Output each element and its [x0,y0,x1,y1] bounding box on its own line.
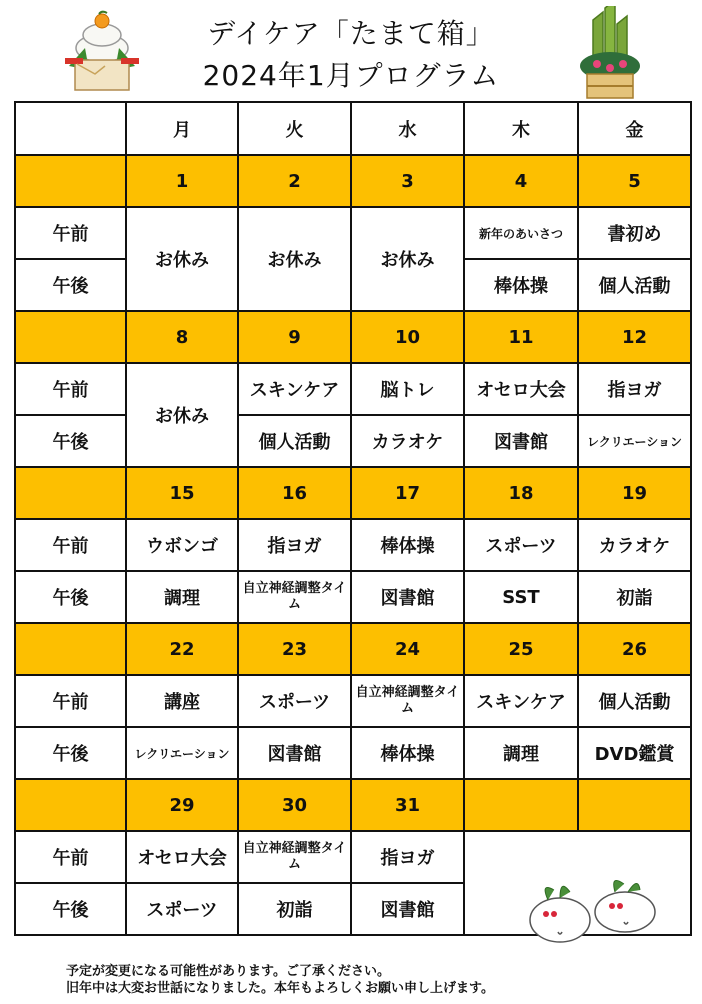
am-row [15,207,691,259]
activity-cell: 棒体操 [351,727,464,779]
snow-rabbit-icon [520,870,670,950]
date-cell: 3 [351,155,464,207]
date-cell: 10 [351,311,464,363]
activity-cell: スポーツ [464,519,578,571]
date-cell: 24 [351,623,464,675]
activity-cell: 初詣 [238,883,351,935]
date-cell: 30 [238,779,351,831]
am-label: 午前 [15,831,126,883]
am-row [15,519,691,571]
activity-cell: ウボンゴ [126,519,238,571]
date-cell: 18 [464,467,578,519]
activity-cell: お休み [238,207,351,311]
activity-cell: 新年のあいさつ [464,207,578,259]
activity-cell: スキンケア [464,675,578,727]
pm-label: 午後 [15,727,126,779]
date-row [15,623,691,675]
activity-cell: 脳トレ [351,363,464,415]
am-label: 午前 [15,675,126,727]
weekday-tue: 火 [238,102,351,155]
activity-cell: 自立神経調整タイム [238,571,351,623]
activity-cell: 調理 [464,727,578,779]
page-title: デイケア「たまて箱」 [207,17,495,50]
activity-cell: 調理 [126,571,238,623]
weekday-thu: 木 [464,102,578,155]
activity-cell: 初詣 [578,571,691,623]
activity-cell: スキンケア [238,363,351,415]
date-cell: 29 [126,779,238,831]
activity-cell: お休み [351,207,464,311]
pm-label: 午後 [15,259,126,311]
activity-cell: DVD鑑賞 [578,727,691,779]
am-label: 午前 [15,519,126,571]
date-row [15,155,691,207]
am-label: 午前 [15,363,126,415]
activity-cell: 図書館 [351,883,464,935]
weekday-header-row [15,102,691,155]
page-subtitle: 2024年1月プログラム [202,59,500,92]
activity-cell: お休み [126,207,238,311]
date-cell: 11 [464,311,578,363]
activity-cell: オセロ大会 [126,831,238,883]
date-cell: 25 [464,623,578,675]
weekday-fri: 金 [578,102,691,155]
activity-cell: レクリエーション [578,415,691,467]
date-cell: 26 [578,623,691,675]
footer-notes [66,963,494,997]
footer-note-change: 予定が変更になる可能性があります。ご了承ください。 [66,964,390,979]
date-label-cell [15,467,126,519]
activity-cell: オセロ大会 [464,363,578,415]
date-cell: 31 [351,779,464,831]
date-cell: 15 [126,467,238,519]
corner-cell [15,102,126,155]
date-cell: 12 [578,311,691,363]
date-label-cell [15,155,126,207]
activity-cell: 指ヨガ [238,519,351,571]
activity-cell: 図書館 [238,727,351,779]
activity-cell: 図書館 [351,571,464,623]
date-cell: 5 [578,155,691,207]
activity-cell: カラオケ [351,415,464,467]
activity-cell: お休み [126,363,238,467]
activity-cell: スポーツ [238,675,351,727]
activity-cell: 自立神経調整タイム [238,831,351,883]
date-row [15,779,691,831]
activity-cell: 指ヨガ [578,363,691,415]
activity-cell: カラオケ [578,519,691,571]
schedule-table [14,101,692,936]
activity-cell: スポーツ [126,883,238,935]
date-cell [578,779,691,831]
date-row [15,311,691,363]
am-label: 午前 [15,207,126,259]
date-cell: 9 [238,311,351,363]
activity-cell: 棒体操 [464,259,578,311]
activity-cell: 書初め [578,207,691,259]
weekday-mon: 月 [126,102,238,155]
activity-cell: 指ヨガ [351,831,464,883]
date-cell: 4 [464,155,578,207]
pm-label: 午後 [15,883,126,935]
date-cell: 2 [238,155,351,207]
date-cell: 22 [126,623,238,675]
pm-label: 午後 [15,415,126,467]
date-cell: 19 [578,467,691,519]
date-label-cell [15,311,126,363]
date-cell [464,779,578,831]
activity-cell: 個人活動 [578,259,691,311]
date-cell: 1 [126,155,238,207]
date-cell: 16 [238,467,351,519]
kadomatsu-icon [575,6,645,101]
pm-label: 午後 [15,571,126,623]
am-row [15,363,691,415]
activity-cell: 図書館 [464,415,578,467]
activity-cell: 棒体操 [351,519,464,571]
am-row [15,675,691,727]
date-row [15,467,691,519]
pm-row [15,415,691,467]
activity-cell: 講座 [126,675,238,727]
date-label-cell [15,779,126,831]
activity-cell: 個人活動 [238,415,351,467]
date-cell: 8 [126,311,238,363]
activity-cell: SST [464,571,578,623]
footer-note-greeting: 旧年中は大変お世話になりました。本年もよろしくお願い申し上げます。 [66,981,494,996]
pm-row [15,571,691,623]
page-header [0,0,702,100]
weekday-wed: 水 [351,102,464,155]
activity-cell: レクリエーション [126,727,238,779]
pm-row [15,727,691,779]
date-cell: 17 [351,467,464,519]
activity-cell: 個人活動 [578,675,691,727]
date-label-cell [15,623,126,675]
activity-cell: 自立神経調整タイム [351,675,464,727]
date-cell: 23 [238,623,351,675]
